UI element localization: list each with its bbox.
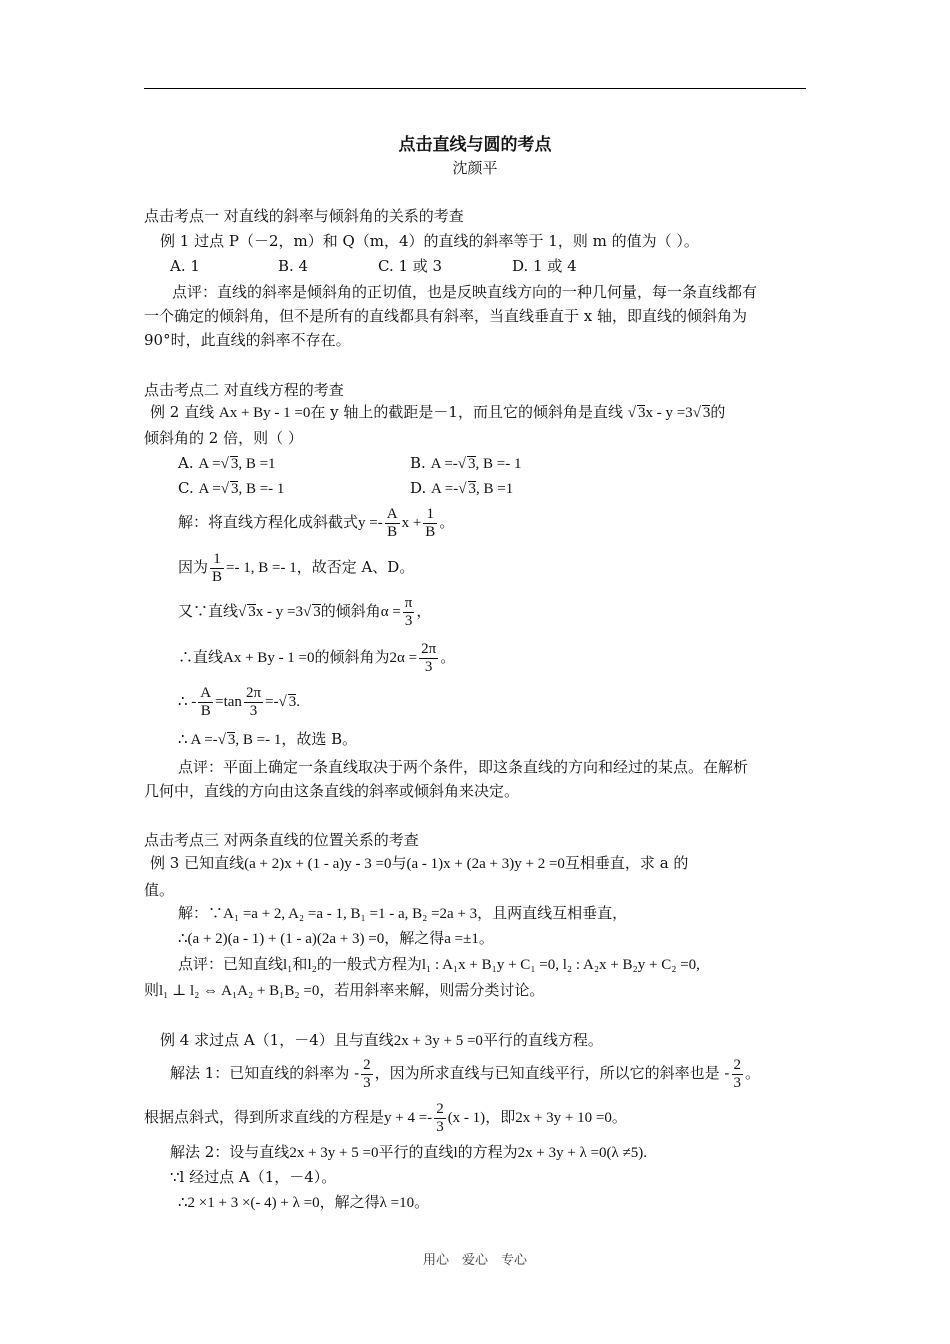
math: l₁ [283, 957, 293, 973]
ex2-prefix: 例 2 直线 [150, 403, 215, 421]
math: α = [380, 604, 401, 620]
solution-text: 的方程为 [457, 1143, 518, 1161]
solution-text: ，且两直线互相垂直， [477, 904, 628, 922]
solution-text: 又∵直线 [178, 602, 239, 620]
fraction [403, 595, 415, 630]
example-1-option-d: D. 1 或 4 [512, 257, 577, 275]
example-2-solution-line-4 [178, 640, 455, 676]
math: √ 3 [278, 694, 297, 710]
option-a-math: A =√ 3, B =1 [198, 456, 276, 472]
example-4-question [160, 1030, 603, 1051]
example-2-solution-line-6 [178, 729, 357, 750]
option-label: D. [410, 479, 427, 497]
solution-text: ∴ [178, 1193, 188, 1211]
ex2-mid: 在 y 轴上的截距是－1，而且它的倾斜角是直线 [310, 403, 623, 421]
fraction [210, 551, 224, 586]
option-label: A. [178, 454, 194, 472]
solution-text: ， [416, 602, 432, 620]
example-2-option-a [178, 453, 276, 474]
option-label: C. [178, 479, 194, 497]
radicand: 3 [288, 694, 297, 710]
fraction [732, 1057, 744, 1092]
solution-text: 的倾斜角为 [314, 648, 390, 666]
question-text: 平行的直线方程。 [482, 1031, 603, 1049]
math: . [296, 694, 300, 710]
solution-text: ，故否定 A、D。 [296, 558, 415, 576]
comment-text: 点评：已知直线 [178, 955, 284, 973]
section-1-comment-line-3: 90°时，此直线的斜率不存在。 [144, 331, 351, 349]
solution-text: 。 [611, 1108, 627, 1126]
math: (x - 1) [447, 1110, 486, 1126]
option-part: A =- [430, 456, 458, 472]
math: a =±1 [444, 931, 479, 947]
example-4-method-2-line-1 [170, 1142, 647, 1163]
denominator: 3 [733, 1074, 741, 1091]
example-3-question-line-1 [150, 853, 688, 874]
denominator: B [425, 523, 436, 540]
math: =tan [215, 694, 242, 710]
math: y =- [358, 515, 383, 531]
math: l₁ ⊥ l₂ ⇔ A₁A₂ + B₁B₂ =0 [159, 983, 320, 999]
math: (a - 1)x + (2a + 3)y + 2 =0 [406, 856, 565, 872]
header-rule [144, 88, 806, 89]
solution-text: 解：∵ [178, 904, 224, 922]
solution-text: 。 [478, 929, 494, 947]
example-3-question-line-2: 值。 [144, 881, 175, 899]
question-text: 互相垂直，求 a 的 [564, 854, 689, 872]
example-2-option-b [410, 453, 522, 474]
math: ∴ - [178, 694, 197, 710]
numerator: 2π [421, 640, 437, 657]
radicand: 3 [637, 405, 646, 421]
math: 2α = [389, 650, 418, 666]
numerator: 2 [436, 1100, 444, 1117]
example-1-question: 例 1 过点 P（－2，m）和 Q（m，4）的直线的斜率等于 1，则 m 的值为（ ）。 [160, 232, 699, 250]
radicand: 3 [468, 456, 476, 472]
option-b-math: A =-√ 3, B =- 1 [430, 456, 522, 472]
option-part: , B =1 [476, 481, 514, 497]
math: y + 4 =- [384, 1110, 433, 1126]
math: x - y =3 [255, 604, 303, 620]
comment-text: 的一般式方程为 [316, 955, 422, 973]
example-1-option-a: A. 1 [170, 257, 200, 275]
math: λ =10 [379, 1195, 415, 1211]
solution-text: 根据点斜式，得到所求直线的方程是 [144, 1108, 385, 1126]
section-2-heading: 点击考点二 对直线方程的考查 [144, 381, 344, 399]
section-3-comment-line-1 [178, 954, 700, 975]
numerator: A [200, 684, 212, 701]
solution-text: 解法 2：设与直线 [170, 1143, 290, 1161]
numerator: 1 [423, 506, 437, 524]
option-d-math: A =-√ 3, B =1 [431, 481, 514, 497]
math: l₂ [307, 957, 317, 973]
solution-text: 。 [440, 648, 456, 666]
math: (a + 2)(a - 1) + (1 - a)(2a + 3) =0 [187, 931, 385, 947]
doc-author: 沈颜平 [452, 159, 498, 177]
example-4-method-1-line-2 [144, 1100, 627, 1136]
solution-text: 解法 1：已知直线的斜率为 - [170, 1064, 360, 1082]
math: , B =- 1 [235, 732, 282, 748]
denominator: 3 [436, 1118, 444, 1135]
section-1-comment-line-2: 一个确定的倾斜角，但不是所有的直线都具有斜率，当直线垂直于 x 轴，即直线的倾斜角为 [144, 307, 747, 325]
math: x + [401, 515, 422, 531]
option-part: , B =- 1 [238, 481, 285, 497]
example-2-solution-line-3 [178, 594, 431, 630]
fraction [198, 685, 213, 720]
fraction [244, 685, 263, 720]
solution-text: 因为 [178, 558, 209, 576]
ex2-equation-1: Ax + By - 1 =0 [218, 405, 311, 421]
example-2-solution-line-1 [178, 505, 454, 541]
solution-text: ，因为所求直线与已知直线平行，所以它的斜率也是 - [374, 1064, 730, 1082]
numerator: 2 [733, 1056, 741, 1073]
section-3-comment-line-2 [144, 980, 544, 1001]
denominator: 3 [363, 1074, 371, 1091]
radicand: 3 [227, 732, 236, 748]
example-1-option-c: C. 1 或 3 [378, 257, 443, 275]
section-1-heading: 点击考点一 对直线的斜率与倾斜角的关系的考查 [144, 207, 464, 225]
math: A₁ =a + 2, A₂ =a - 1, B₁ =1 - a, B₂ =2a + 3 [223, 906, 478, 922]
comment-text: ，若用斜率来解，则需分类讨论。 [319, 981, 545, 999]
solution-text: 解：将直线方程化成斜截式 [178, 513, 359, 531]
example-4-method-1-line-1 [170, 1056, 760, 1092]
numerator: 2 [363, 1056, 371, 1073]
section-3-heading: 点击考点三 对两条直线的位置关系的考查 [144, 831, 419, 849]
math: 2x + 3y + 10 =0 [515, 1110, 612, 1126]
math: l [453, 1145, 458, 1161]
section-2-comment-line-1: 点评：平面上确定一条直线取决于两个条件，即这条直线的方向和经过的某点。在解析 [178, 758, 749, 776]
fraction [385, 506, 400, 541]
solution-text: 。 [414, 1193, 430, 1211]
denominator: B [387, 523, 398, 540]
option-c-math: A =√ 3, B =- 1 [198, 481, 285, 497]
fraction [361, 1057, 373, 1092]
denominator: 3 [424, 658, 433, 675]
math: (a + 2)x + (1 - a)y - 3 =0 [244, 856, 392, 872]
example-2-option-c [178, 478, 284, 499]
numerator: A [386, 505, 398, 522]
solution-text: ，解之得 [319, 1193, 380, 1211]
comment-text: 和 [292, 955, 308, 973]
example-2-question-line-1 [150, 402, 725, 423]
section-2-comment-line-2: 几何中，直线的方向由这条直线的斜率或倾斜角来决定。 [144, 782, 520, 800]
math: =- 1, B =- 1 [226, 560, 297, 576]
math: ∴ A =- [178, 732, 218, 748]
example-2-solution-line-2 [178, 550, 414, 586]
solution-text: 。 [745, 1064, 761, 1082]
question-text: 例 4 求过点 A（1，－4）且与直线 [160, 1031, 394, 1049]
radicand: 3 [702, 405, 711, 421]
math: =- [265, 694, 279, 710]
math: 2 ×1 + 3 ×(- 4) + λ =0 [187, 1195, 320, 1211]
denominator: B [212, 568, 223, 585]
example-3-solution-line-1 [178, 903, 627, 924]
radicand: 3 [230, 481, 239, 497]
example-1-option-b: B. 4 [278, 257, 309, 275]
numerator: 1 [210, 551, 224, 569]
math: 2x + 3y + λ =0(λ ≠5). [517, 1145, 648, 1161]
solution-text: 平行的直线 [378, 1143, 454, 1161]
example-4-method-2-line-3 [178, 1192, 429, 1213]
solution-text: ∴直线 [178, 648, 224, 666]
example-3-solution-line-2 [178, 928, 494, 949]
solution-text: ，解之得 [384, 929, 445, 947]
option-label: B. [410, 454, 426, 472]
page-footer: 用心 爱心 专心 [422, 1253, 527, 1268]
example-4-method-2-line-2: ∵l 经过点 A（1，－4）。 [170, 1168, 337, 1186]
solution-text: ，即 [485, 1108, 516, 1126]
numerator: 2π [245, 684, 262, 701]
radicand: 3 [248, 604, 256, 620]
ex2-suffix: 的 [710, 403, 726, 421]
option-part: A = [198, 456, 221, 472]
denominator: 3 [249, 702, 258, 719]
doc-title: 点击直线与圆的考点 [398, 135, 552, 155]
option-part: , B =1 [238, 456, 276, 472]
math: l₁ : A₁x + B₁y + C₁ =0, l₂ : A₂x + B₂y + C₂ =0, [421, 957, 700, 973]
comment-text: 则 [144, 981, 160, 999]
denominator: 3 [404, 612, 413, 629]
math: √ 3 [217, 732, 236, 748]
option-part: A = [198, 481, 221, 497]
radicand: 3 [468, 481, 476, 497]
denominator: B [200, 702, 211, 719]
example-2-solution-line-5 [178, 684, 300, 720]
math: √ 3x - y =3√ 3 [238, 604, 321, 620]
option-part: , B =- 1 [475, 456, 522, 472]
option-part: A =- [431, 481, 459, 497]
solution-text: ∴ [178, 929, 188, 947]
question-text: 与 [391, 854, 407, 872]
fraction [434, 1101, 446, 1136]
math: 2x + 3y + 5 =0 [289, 1145, 379, 1161]
section-1-comment-line-1: 点评：直线的斜率是倾斜角的正切值，也是反映直线方向的一种几何量，每一条直线都有 [172, 283, 758, 301]
example-2-question-line-2: 倾斜角的 2 倍，则（ ） [144, 429, 303, 447]
fraction [423, 506, 437, 541]
ex2-eq2-mid: x - y =3 [645, 405, 693, 421]
numerator: π [404, 594, 413, 611]
ex2-equation-2: √ 3x - y =3√ 3 [627, 405, 711, 421]
radicand: 3 [313, 604, 321, 620]
solution-text: 。 [439, 513, 455, 531]
radicand: 3 [230, 456, 239, 472]
fraction [419, 641, 438, 676]
example-2-option-d [410, 478, 513, 499]
math: Ax + By - 1 =0 [223, 650, 315, 666]
solution-text: ，故选 B。 [281, 730, 358, 748]
solution-text: 的倾斜角 [320, 602, 381, 620]
math: 2x + 3y + 5 =0 [393, 1033, 483, 1049]
question-text: 例 3 已知直线 [150, 854, 245, 872]
